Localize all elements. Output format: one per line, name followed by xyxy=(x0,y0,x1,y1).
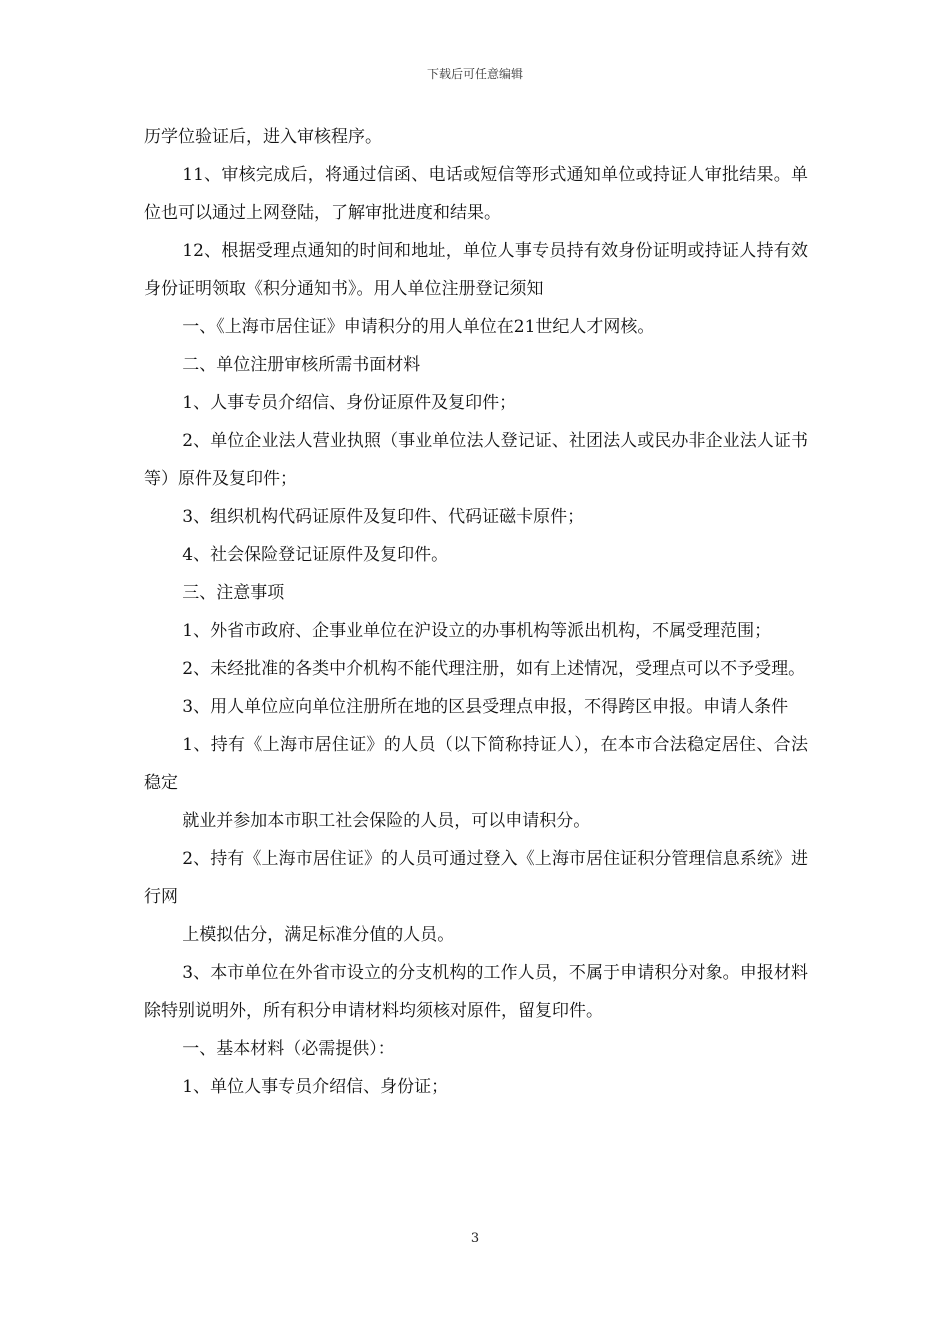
paragraph: 一、《上海市居住证》申请积分的用人单位在21世纪人才网核。 xyxy=(182,317,655,337)
paragraph: 1、外省市政府、企事业单位在沪设立的办事机构等派出机构，不属受理范围； xyxy=(182,621,772,641)
paragraph: 2、未经批准的各类中介机构不能代理注册，如有上述情况，受理点可以不予受理。 xyxy=(182,659,806,679)
section-heading: 三、注意事项 xyxy=(182,583,285,603)
page-number: 3 xyxy=(470,1231,480,1246)
paragraph: 3、本市单位在外省市设立的分支机构的工作人员，不属于申请积分对象。申报材料除特别说明外，所有积分申请材料均须核对原件，留复印件。 xyxy=(144,963,808,1021)
paragraph: 1、单位人事专员介绍信、身份证； xyxy=(182,1077,449,1097)
page-header: 下载后可任意编辑 xyxy=(426,67,523,81)
paragraph: 1、人事专员介绍信、身份证原件及复印件； xyxy=(182,393,517,413)
paragraph: 4、社会保险登记证原件及复印件。 xyxy=(182,545,449,565)
paragraph: 历学位验证后，进入审核程序。 xyxy=(144,127,382,147)
section-heading: 二、单位注册审核所需书面材料 xyxy=(182,355,421,375)
section-heading: 一、基本材料（必需提供）： xyxy=(182,1039,395,1059)
paragraph: 1、持有《上海市居住证》的人员（以下简称持证人），在本市合法稳定居住、合法稳定 xyxy=(144,735,808,793)
paragraph: 2、持有《上海市居住证》的人员可通过登入《上海市居住证积分管理信息系统》进行网 xyxy=(144,849,808,907)
paragraph: 上模拟估分，满足标准分值的人员。 xyxy=(182,925,455,945)
paragraph: 3、组织机构代码证原件及复印件、代码证磁卡原件； xyxy=(182,507,585,527)
paragraph: 2、单位企业法人营业执照（事业单位法人登记证、社团法人或民办非企业法人证书等）原件及复印件； xyxy=(144,431,808,489)
paragraph: 11、审核完成后，将通过信函、电话或短信等形式通知单位或持证人审批结果。单位也可以通过上网登陆，了解审批进度和结果。 xyxy=(144,165,808,223)
document-body xyxy=(144,118,808,1106)
paragraph: 12、根据受理点通知的时间和地址，单位人事专员持有效身份证明或持证人持有效身份证明领取《积分通知书》。用人单位注册登记须知 xyxy=(144,241,808,299)
paragraph: 就业并参加本市职工社会保险的人员，可以申请积分。 xyxy=(182,811,591,831)
paragraph: 3、用人单位应向单位注册所在地的区县受理点申报，不得跨区申报。申请人条件 xyxy=(182,697,789,717)
